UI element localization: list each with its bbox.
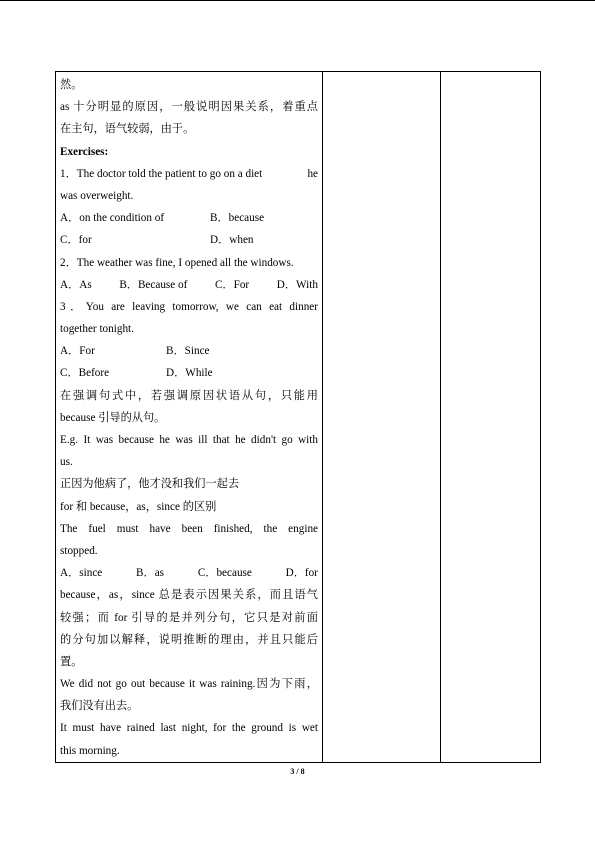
question-4: The fuel must have been finished, the engine: [60, 522, 318, 535]
option-b: B．as: [136, 567, 165, 580]
option-b: B．Since: [166, 345, 210, 358]
text-line: 然。: [60, 79, 83, 91]
section-heading: for 和 because，as，since 的区别: [60, 500, 217, 513]
option-c: C．Before: [60, 367, 110, 380]
text-line: us.: [60, 456, 73, 469]
question-1: [60, 163, 318, 185]
option-d: D．With: [276, 278, 318, 291]
option-c: C．For: [214, 278, 250, 291]
empty-cell-right: [441, 72, 541, 763]
text-line: was overweight.: [60, 189, 134, 202]
example-sentence: E.g. It was because he was ill that he didn't go with: [60, 434, 318, 446]
exercises-heading: Exercises:: [60, 145, 109, 158]
option-b: B．because: [210, 212, 265, 225]
translation-line: 我们没有出去。: [60, 700, 139, 713]
example-sentence: We did not go out because it was raining.因为下雨，: [60, 678, 318, 691]
text-line: together tonight.: [60, 323, 134, 336]
text-line: 在主句，语气较弱，由于。: [60, 123, 195, 136]
empty-cell-middle: [323, 72, 441, 763]
option-row: [60, 562, 318, 584]
option-row: [60, 207, 318, 229]
text-line: because 引导的从句。: [60, 411, 166, 424]
translation-line: 正因为他病了，他才没和我们一起去: [60, 478, 240, 491]
text-line: because，as，since 总是表示因果关系，而且语气: [60, 589, 318, 602]
option-row: [60, 274, 318, 296]
option-row: [60, 229, 318, 251]
top-rule: [0, 0, 595, 1]
text-line: 较强；而 for 引导的是并列分句，它只是对前面: [60, 611, 318, 624]
option-b: B．Because of: [119, 278, 188, 291]
option-c: C．because: [197, 567, 252, 580]
option-a: A．since: [60, 567, 103, 580]
option-a: A．As: [60, 278, 92, 291]
content-table: [55, 71, 541, 763]
option-a: A．For: [60, 345, 95, 358]
option-c: C．for: [60, 234, 92, 247]
question-text: 1．The doctor told the patient to go on a diet: [60, 167, 263, 180]
example-sentence: It must have rained last night, for the ground is wet: [60, 722, 318, 735]
option-d: D．when: [210, 234, 254, 247]
text-line: as 十分明显的原因，一般说明因果关系，着重点: [60, 101, 318, 114]
question-2: 2．The weather was fine, I opened all the windows.: [60, 256, 294, 269]
text-line: stopped.: [60, 544, 98, 557]
option-row: [60, 340, 318, 362]
option-row: [60, 362, 318, 384]
text-line: 置。: [60, 655, 83, 668]
text-line: 的分句加以解释，说明推断的理由，并且只能后: [60, 633, 318, 646]
option-a: A．on the condition of: [60, 212, 165, 225]
text-line: 在强调句式中，若强调原因状语从句，只能用: [60, 389, 318, 402]
page-number: 3 / 8: [290, 767, 305, 776]
option-d: D．While: [166, 367, 213, 380]
question-3: 3．You are leaving tomorrow, we can eat dinner: [60, 300, 318, 313]
question-text: he: [307, 167, 318, 180]
text-line: this morning.: [60, 744, 120, 757]
main-cell: [56, 72, 323, 763]
option-d: D．for: [285, 567, 318, 580]
